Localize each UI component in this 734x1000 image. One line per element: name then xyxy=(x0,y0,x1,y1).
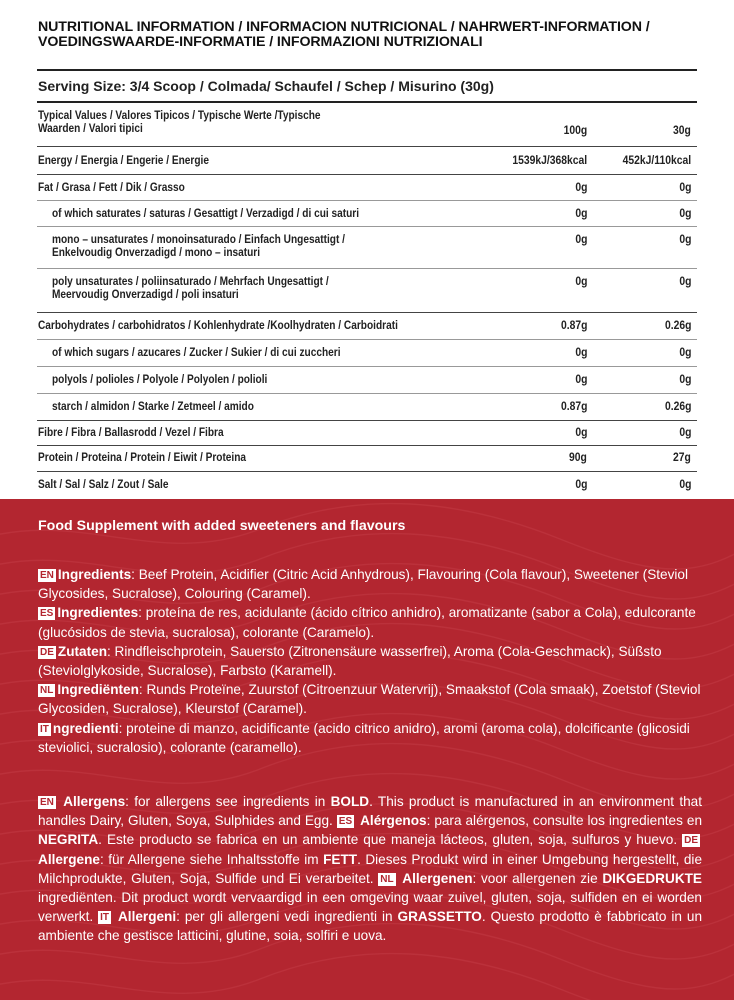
allergens-es-heading: Alérgenos xyxy=(360,813,427,829)
row-value-30g: 0g xyxy=(678,208,691,220)
allergens-nl-bold: DIKGEDRUKTE xyxy=(602,870,703,886)
divider xyxy=(37,174,697,175)
row-value-100g: 0.87g xyxy=(560,401,587,413)
row-value-30g: 27g xyxy=(673,452,691,464)
allergens-de-heading: Allergene xyxy=(38,851,100,867)
ingredients-en-text: : Beef Protein, Acidifier (Citric Acid Anhydrous), Flavouring (Cola flavour), Sweetener (Steviol Glycosides, Sucralose), Colouring (Caramel). xyxy=(38,567,688,602)
row-label: Energy / Energia / Engerie / Energie xyxy=(38,155,209,167)
row-label: Fibre / Fibra / Ballasrodd / Vezel / Fibra xyxy=(38,427,224,439)
allergens-en-heading: Allergens xyxy=(63,794,126,809)
ingredients-es-text: : proteína de res, acidulante (ácido cítrico anhidro), aromatizante (sabor a Cola), edulcorante (glucósidos de stevia, sucralosa), colorante (Caramelo). xyxy=(38,605,696,640)
allergens-nl-text: : voor allergenen zie xyxy=(472,870,603,886)
allergens-de-text: : für Allergene siehe Inhaltsstoffe im xyxy=(99,851,324,867)
row-label-line2: Meervoudig Onverzadigd / poli insaturi xyxy=(52,289,239,301)
lang-tag-nl: NL xyxy=(380,873,394,885)
ingredients-nl xyxy=(38,680,702,718)
row-value-30g: 0g xyxy=(678,276,691,288)
row-label: Salt / Sal / Salz / Zout / Sale xyxy=(38,479,169,491)
row-value-100g: 0g xyxy=(574,208,587,220)
table-header xyxy=(37,110,697,142)
lang-tag-de: DE xyxy=(40,646,54,658)
row-value-100g: 0g xyxy=(574,479,587,491)
ingredients-it-heading: ngredienti xyxy=(52,720,119,736)
title-divider xyxy=(37,69,697,71)
allergens-en-bold: BOLD xyxy=(330,794,370,809)
row-value-100g: 1539kJ/368kcal xyxy=(512,155,587,167)
ingredients-it xyxy=(38,719,702,757)
row-value-100g: 0g xyxy=(574,427,587,439)
ingredients-de xyxy=(38,642,702,680)
header-label xyxy=(38,110,425,136)
table-row xyxy=(37,347,697,373)
row-label: polyols / polioles / Polyole / Polyolen / polioli xyxy=(52,374,268,386)
table-row xyxy=(37,452,697,478)
table-row xyxy=(37,182,697,208)
serving-divider xyxy=(37,101,697,103)
row-label xyxy=(52,234,439,260)
allergens-nl-text-2: ingrediënten. Dit product wordt vervaardigd in een omgeving waar zuivel, gluten, soja, sulfiden en ei worden verwerkt. xyxy=(38,890,702,925)
row-label: of which sugars / azucares / Zucker / Sukier / di cui zuccheri xyxy=(52,347,341,359)
row-label-line2: Enkelvoudig Onverzadigd / mono – insaturi xyxy=(52,247,261,259)
row-value-100g: 0g xyxy=(574,374,587,386)
nutrition-title: NUTRITIONAL INFORMATION / INFORMACION NUTRICIONAL / NAHRWERT-INFORMATION / VOEDINGSWAARDE-INFORMATIE / INFORMAZIONI NUTRIZIONALI xyxy=(38,19,650,50)
lang-tag-de: DE xyxy=(684,835,698,847)
allergens-en-text: : for allergens see ingredients in xyxy=(125,794,331,809)
row-value-100g: 0g xyxy=(574,276,587,288)
row-value-30g: 0g xyxy=(678,374,691,386)
lang-tag-en: EN xyxy=(40,570,54,581)
table-row xyxy=(37,320,697,346)
lang-tag-nl: NL xyxy=(40,685,54,697)
row-value-100g: 0g xyxy=(574,347,587,359)
row-value-30g: 0g xyxy=(678,182,691,194)
row-value-30g: 0.26g xyxy=(664,401,691,413)
ingredients-de-text: : Rindfleischprotein, Sauersto (Zitronensäure wasserfrei), Aroma (Cola-Geschmack), Süßsto (Steviolglykoside, Sucralose), Farbsto (Karamell). xyxy=(38,643,662,679)
row-label: of which saturates / saturas / Gesattigt / Verzadigd / di cui saturi xyxy=(52,208,360,220)
table-row xyxy=(37,208,697,234)
lang-tag-it: IT xyxy=(40,723,49,735)
row-value-30g: 0.26g xyxy=(664,320,691,332)
divider xyxy=(37,226,697,227)
divider xyxy=(37,200,697,201)
table-row xyxy=(37,374,697,400)
allergens-it-heading: Allergeni xyxy=(117,909,177,925)
table-row xyxy=(37,401,697,427)
row-value-30g: 0g xyxy=(678,234,691,246)
ingredients-en xyxy=(38,565,702,603)
ingredients-it-text: : proteine di manzo, acidificante (acido citrico anidro), aromi (aroma cola), dolcificante (glicosidi steviolici, sucralosio), colorante (caramello). xyxy=(38,720,690,755)
col-30g: 30g xyxy=(673,125,691,137)
allergens-es-bold: NEGRITA xyxy=(38,832,99,848)
row-value-100g: 0g xyxy=(574,234,587,246)
table-row xyxy=(37,234,697,268)
ingredients-block xyxy=(38,565,702,757)
header-label-line1: Typical Values / Valores Tipicos / Typische Werte /Typische xyxy=(38,110,321,122)
divider xyxy=(37,312,697,313)
col-100g: 100g xyxy=(563,125,587,137)
divider xyxy=(37,366,697,367)
allergens-nl-heading: Allergenen xyxy=(402,870,473,886)
row-value-30g: 452kJ/110kcal xyxy=(622,155,691,167)
row-value-30g: 0g xyxy=(678,479,691,491)
row-label: starch / almidon / Starke / Zetmeel / amido xyxy=(52,401,254,413)
row-label: Fat / Grasa / Fett / Dik / Grasso xyxy=(38,182,185,194)
allergens-it-bold: GRASSETTO xyxy=(397,909,482,925)
divider xyxy=(37,146,697,147)
allergens-de-bold: FETT xyxy=(323,851,358,867)
table-row xyxy=(37,427,697,453)
allergens-it-text: : per gli allergeni vedi ingredienti in xyxy=(176,909,398,925)
lang-tag-es: ES xyxy=(40,608,54,620)
ingredients-en-heading: Ingredients xyxy=(57,567,132,582)
divider xyxy=(37,393,697,394)
allergens-es-text-2: . Este producto se fabrica en un ambiente que maneja lácteos, gluten, soja, sulfuros y huevo. xyxy=(98,832,683,848)
ingredients-nl-text: : Runds Proteïne, Zuurstof (Citroenzuur Watervrij), Smaakstof (Cola smaak), Zoetstof (Steviol Glycosiden, Sucralose), Kleurstof (Caramel). xyxy=(38,682,701,717)
row-value-100g: 0g xyxy=(574,182,587,194)
allergens-it-text-2: . Questo prodotto è fabbricato in un ambiente che gestisce latticini, glutine, soia, solfiri e uova. xyxy=(38,909,703,944)
row-label xyxy=(52,276,439,302)
row-value-30g: 0g xyxy=(678,427,691,439)
table-row xyxy=(37,155,697,181)
supplement-statement: Food Supplement with added sweeteners and flavours xyxy=(38,518,406,534)
divider xyxy=(37,471,697,472)
ingredients-es xyxy=(38,603,702,641)
row-label-line1: poly unsaturates / poliinsaturado / Mehrfach Ungesattigt / xyxy=(52,276,329,288)
ingredients-nl-heading: Ingrediënten xyxy=(57,682,139,698)
allergens-en-text-2: . This product is manufactured in an environment that handles Dairy, Gluten, Soya, Sulphides and Egg. xyxy=(38,794,703,829)
allergens-de-text-2: . Dieses Produkt wird in einer Umgebung hergestellt, die Milchprodukte, Gluten, Soja, Sulfide und Ei verarbeitet. xyxy=(38,851,702,886)
divider xyxy=(37,420,697,421)
row-label-line1: mono – unsaturates / monoinsaturado / Einfach Ungesattigt / xyxy=(52,234,345,246)
row-value-100g: 0.87g xyxy=(560,320,587,332)
allergens-es-text: : para alérgenos, consulte los ingredientes en xyxy=(426,813,703,829)
serving-size: Serving Size: 3/4 Scoop / Colmada/ Schaufel / Schep / Misurino (30g) xyxy=(38,78,494,94)
row-value-30g: 0g xyxy=(678,347,691,359)
row-value-100g: 90g xyxy=(569,452,587,464)
row-label: Carbohydrates / carbohidratos / Kohlenhydrate /Koolhydraten / Carboidrati xyxy=(38,320,398,332)
lang-tag-es: ES xyxy=(338,816,353,828)
row-label: Protein / Proteina / Protein / Eiwit / Proteina xyxy=(38,452,247,464)
divider xyxy=(37,445,697,446)
lang-tag-it: IT xyxy=(100,912,109,924)
divider xyxy=(37,268,697,269)
lang-tag-en: EN xyxy=(40,797,54,808)
ingredients-es-heading: Ingredientes xyxy=(57,605,139,621)
allergens-block xyxy=(38,792,702,946)
divider xyxy=(37,339,697,340)
header-label-line2: Waarden / Valori tipici xyxy=(38,123,143,135)
nutrition-panel xyxy=(0,0,734,499)
table-row xyxy=(37,276,697,310)
ingredients-de-heading: Zutaten xyxy=(57,643,107,659)
